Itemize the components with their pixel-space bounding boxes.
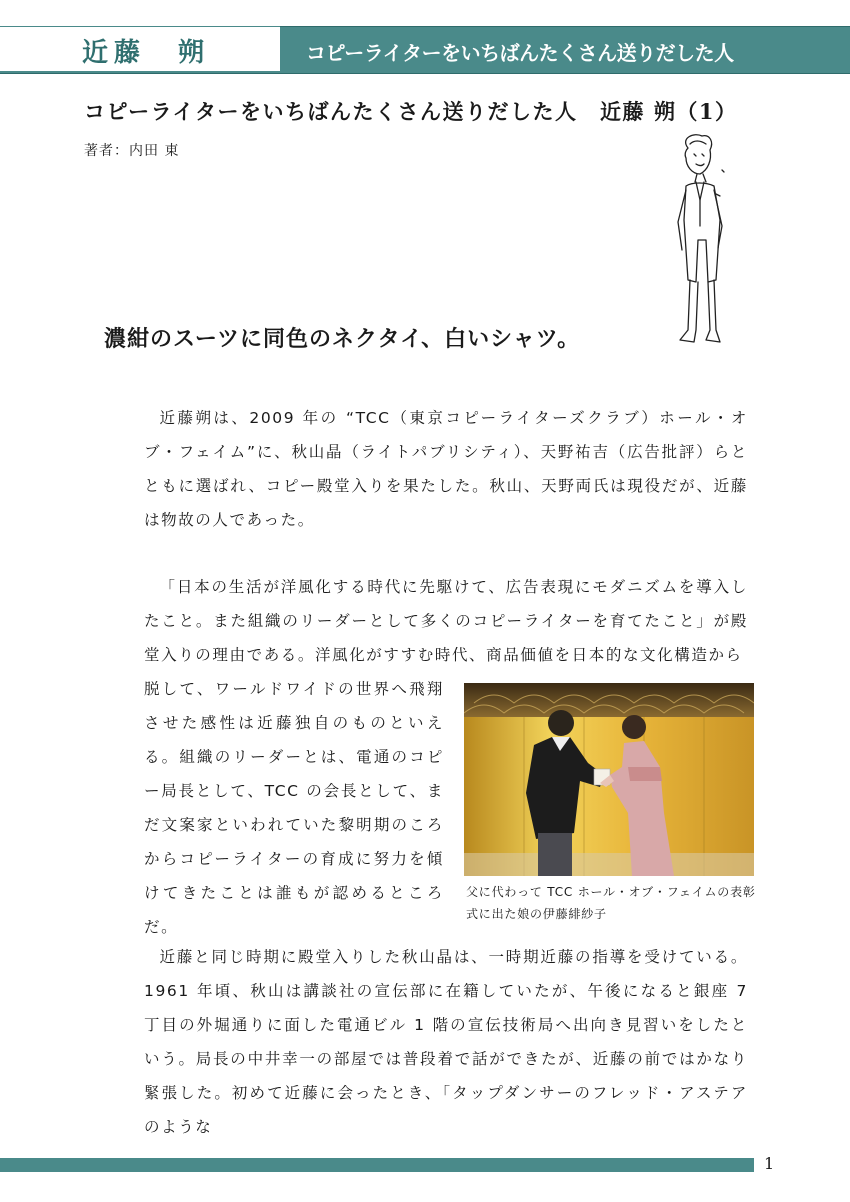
article-title: コピーライターをいちばんたくさん送りだした人 近藤 朔（1）	[84, 99, 738, 124]
page-number: 1	[764, 1154, 775, 1173]
paragraph-2-text: 「日本の生活が洋風化する時代に先駆けて、広告表現にモダニズムを導入したこと。また組織のリーダーとして多くのコピーライターを育てたこと」が殿堂入りの理由である。洋風化がすすむ時代、商品価値を日本的な文化構造から	[144, 578, 748, 664]
paragraph-1	[144, 401, 748, 537]
paragraph-1-text: 近藤朔は、2009 年の “TCC（東京コピーライターズクラブ）ホール・オブ・フェイム”に、秋山晶（ライトパブリシティ）、天野祐吉（広告批評）らとともに選ばれ、コピー殿堂入りを果たした。秋山、天野両氏は現役だが、近藤は物故の人であった。	[144, 409, 748, 529]
lead-sentence: 濃紺のスーツに同色のネクタイ、白いシャツ。	[104, 326, 581, 352]
paragraph-2-continued	[144, 672, 444, 944]
award-ceremony-photo	[464, 683, 754, 876]
paragraph-2-continued-text: 脱して、ワールドワイドの世界へ飛翔させた感性は近藤独自のものといえる。組織のリーダーとは、電通のコピー局長として、TCC の会長として、まだ文案家といわれていた黎明期のころからコピーライターの育成に努力を傾けてきたことは誰もが認めるところだ。	[144, 680, 444, 936]
photo-caption: 父に代わって TCC ホール・オブ・フェイムの表彰式に出た娘の伊藤緋紗子	[466, 885, 756, 921]
header-subtitle: コピーライターをいちばんたくさん送りだした人	[306, 41, 734, 65]
header-name: 近藤 朔	[82, 38, 211, 68]
caricature-illustration	[650, 130, 750, 360]
footer-bar	[0, 1158, 754, 1172]
paragraph-3-text: 近藤と同じ時期に殿堂入りした秋山晶は、一時期近藤の指導を受けている。1961 年頃、秋山は講談社の宣伝部に在籍していたが、午後になると銀座 7 丁目の外堀通りに面した電通ビル 1 階の宣伝技術局へ出向き見習いをしたという。局長の中井幸一の部屋では普段着で話ができたが、近藤の前ではかなり緊張した。初めて近藤に会ったとき、「タップダンサーのフレッド・アステアのような	[144, 948, 748, 1136]
author-line: 著者：内田 東	[84, 143, 180, 159]
paragraph-2	[144, 570, 748, 672]
paragraph-3	[144, 940, 748, 1144]
